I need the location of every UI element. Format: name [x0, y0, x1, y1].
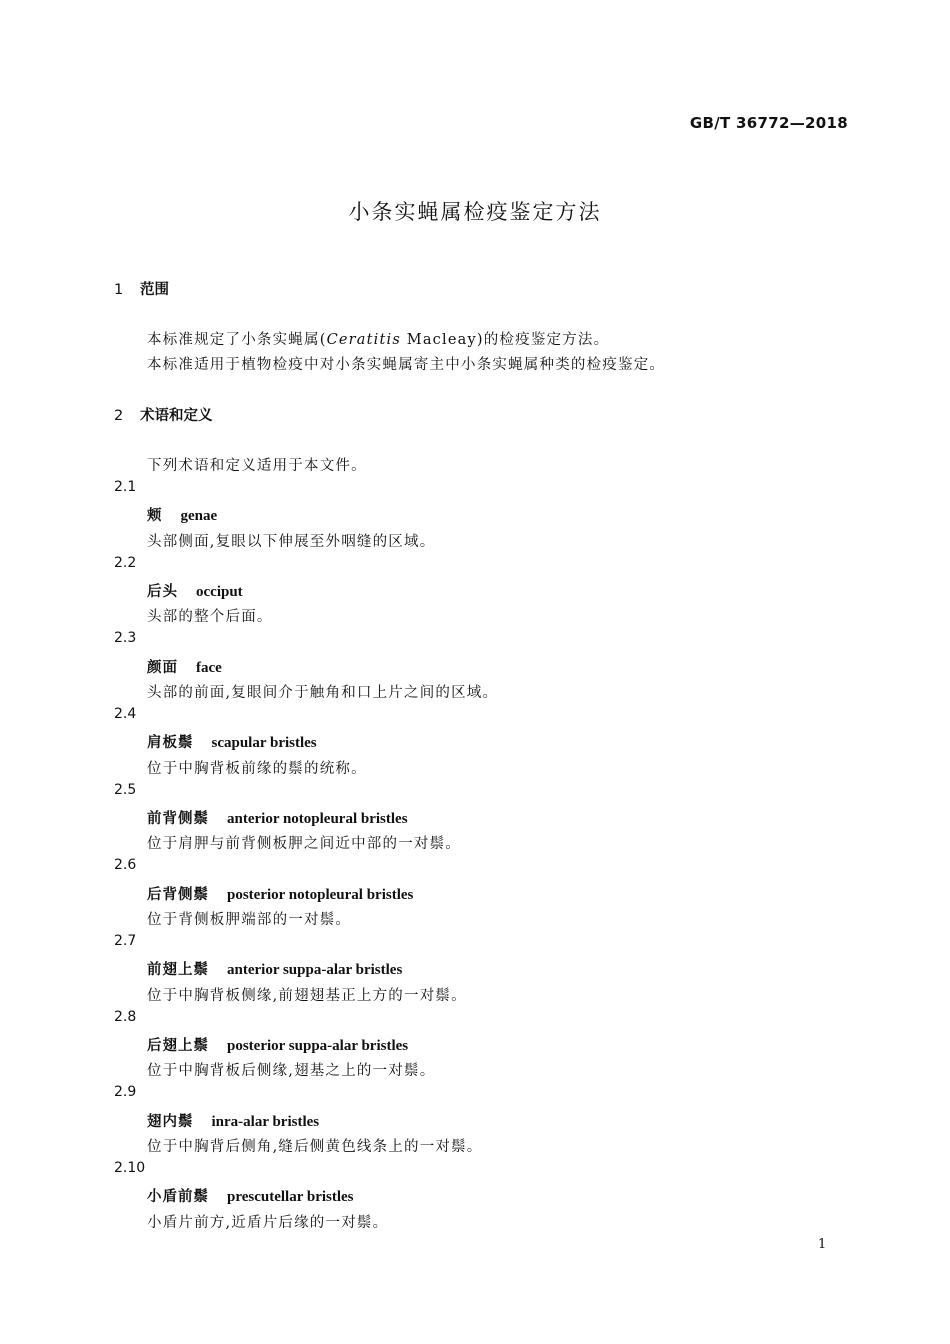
- term-definition: 头部的前面,复眼间介于触角和口上片之间的区域。: [147, 685, 499, 701]
- term-definition: 位于肩胛与前背侧板胛之间近中部的一对鬃。: [147, 836, 461, 852]
- term-zh: 翅内鬃: [147, 1114, 194, 1130]
- section-number: 2: [114, 408, 124, 424]
- section-title: 术语和定义: [140, 408, 213, 424]
- scope-text: Macleay)的检疫鉴定方法。: [400, 332, 610, 348]
- clause-number: 2.4: [114, 706, 137, 722]
- term-definition: 位于背侧板胛端部的一对鬃。: [147, 912, 352, 928]
- clause-number: 2.10: [114, 1160, 146, 1176]
- document-title: 小条实蝇属检疫鉴定方法: [348, 200, 602, 224]
- term-entry: [147, 656, 222, 677]
- standard-code: GB/T 36772—2018: [689, 114, 848, 132]
- term-zh: 小盾前鬃: [147, 1189, 209, 1205]
- clause-number: 2.5: [114, 782, 137, 798]
- term-en: anterior notopleural bristles: [227, 811, 408, 827]
- genus-name: Ceratitis: [326, 332, 401, 348]
- term-zh: 肩板鬃: [147, 735, 194, 751]
- term-definition: 位于中胸背板侧缘,前翅翅基正上方的一对鬃。: [147, 988, 467, 1004]
- term-en: inra-alar bristles: [211, 1114, 320, 1130]
- term-entry: [147, 731, 317, 752]
- section-2-heading: [114, 404, 213, 425]
- scope-text: 本标准规定了小条实蝇属(: [147, 332, 327, 348]
- clause-number: 2.9: [114, 1084, 137, 1100]
- term-en: occiput: [196, 584, 243, 600]
- clause-number: 2.2: [114, 555, 137, 571]
- term-zh: 前背侧鬃: [147, 811, 209, 827]
- term-entry: [147, 958, 402, 979]
- term-entry: [147, 1034, 408, 1055]
- term-en: posterior suppa-alar bristles: [227, 1038, 409, 1054]
- clause-number: 2.1: [114, 479, 137, 495]
- term-zh: 颜面: [147, 660, 178, 676]
- clause-number: 2.6: [114, 857, 137, 873]
- term-entry: [147, 580, 243, 601]
- term-en: prescutellar bristles: [227, 1189, 354, 1205]
- term-en: anterior suppa-alar bristles: [227, 962, 403, 978]
- page-number: 1: [818, 1237, 827, 1252]
- term-zh: 后头: [147, 584, 178, 600]
- clause-number: 2.3: [114, 630, 137, 646]
- term-definition: 位于中胸背板后侧缘,翅基之上的一对鬃。: [147, 1063, 436, 1079]
- term-zh: 前翅上鬃: [147, 962, 209, 978]
- term-definition: 小盾片前方,近盾片后缘的一对鬃。: [147, 1215, 389, 1231]
- terms-intro: 下列术语和定义适用于本文件。: [147, 458, 367, 474]
- clause-number: 2.8: [114, 1009, 137, 1025]
- section-1-heading: [114, 278, 169, 299]
- term-en: genae: [180, 508, 218, 524]
- term-definition: 位于中胸背板前缘的鬃的统称。: [147, 761, 367, 777]
- term-en: face: [196, 660, 222, 676]
- term-definition: 位于中胸背后侧角,缝后侧黄色线条上的一对鬃。: [147, 1139, 483, 1155]
- section-number: 1: [114, 282, 124, 298]
- term-entry: [147, 1185, 354, 1206]
- term-definition: 头部的整个后面。: [147, 609, 273, 625]
- term-entry: [147, 1110, 319, 1131]
- term-zh: 颊: [147, 508, 163, 524]
- term-zh: 后背侧鬃: [147, 887, 209, 903]
- section-title: 范围: [140, 282, 169, 298]
- scope-paragraph-1: [147, 328, 609, 349]
- term-zh: 后翅上鬃: [147, 1038, 209, 1054]
- term-en: scapular bristles: [211, 735, 317, 751]
- clause-number: 2.7: [114, 933, 137, 949]
- term-entry: [147, 883, 413, 904]
- term-en: posterior notopleural bristles: [227, 887, 414, 903]
- scope-paragraph-2: 本标准适用于植物检疫中对小条实蝇属寄主中小条实蝇属种类的检疫鉴定。: [147, 357, 666, 373]
- term-definition: 头部侧面,复眼以下伸展至外咽缝的区域。: [147, 534, 436, 550]
- term-entry: [147, 504, 217, 525]
- term-entry: [147, 807, 408, 828]
